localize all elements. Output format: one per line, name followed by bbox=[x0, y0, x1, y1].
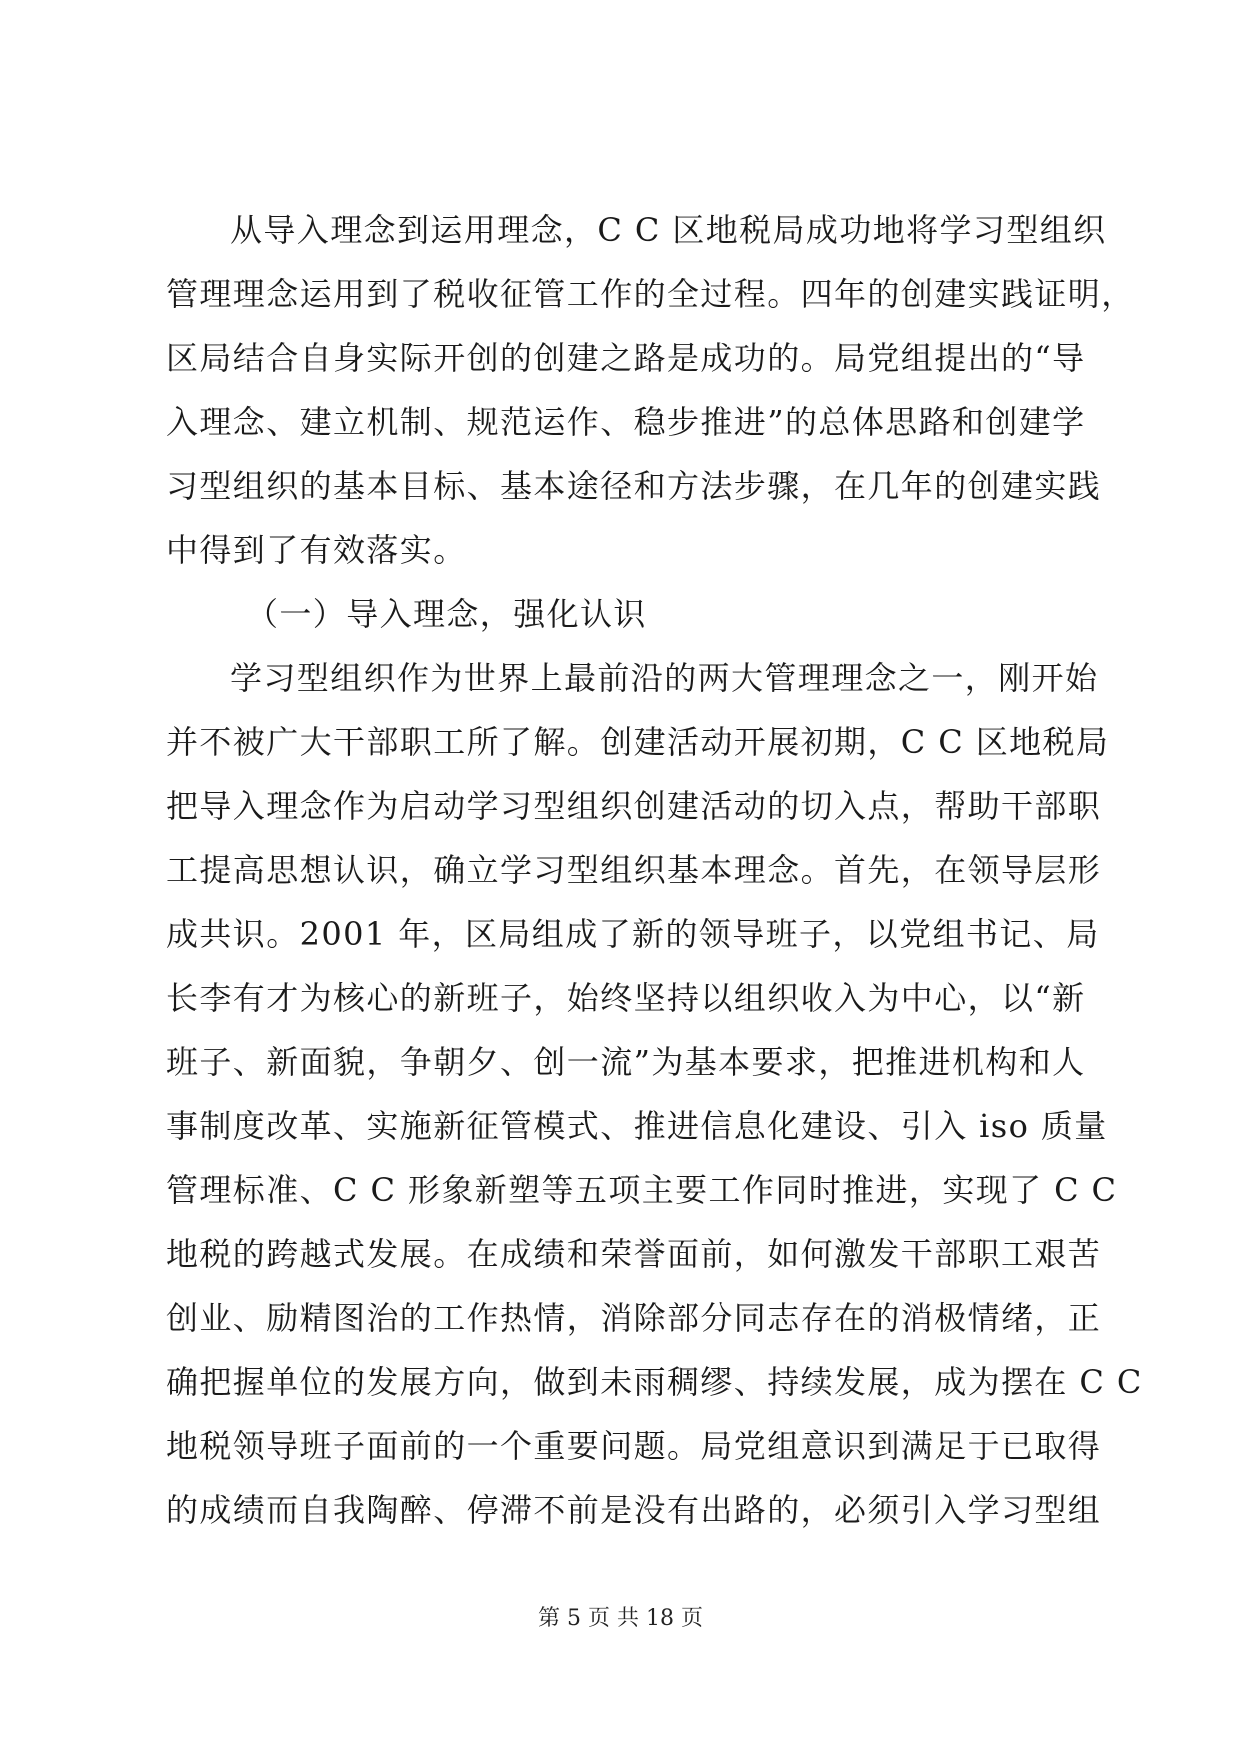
paragraph-line: 成共识。2001 年，区局组成了新的领导班子，以党组书记、局 bbox=[166, 915, 1100, 953]
paragraph-line: 工提高思想认识，确立学习型组织基本理念。首先，在领导层形 bbox=[166, 851, 1102, 889]
section-heading: （一）导入理念，强化认识 bbox=[246, 595, 647, 633]
paragraph-line: 从导入理念到运用理念，C C 区地税局成功地将学习型组织 bbox=[230, 211, 1107, 249]
paragraph-line: 中得到了有效落实。 bbox=[166, 531, 467, 569]
paragraph-line: 入理念、建立机制、规范运作、稳步推进”的总体思路和创建学 bbox=[166, 403, 1086, 441]
page-number-footer: 第 5 页 共 18 页 bbox=[538, 1606, 703, 1631]
paragraph-line: 的成绩而自我陶醉、停滞不前是没有出路的，必须引入学习型组 bbox=[166, 1491, 1102, 1529]
paragraph-line: 并不被广大干部职工所了解。创建活动开展初期，C C 区地税局 bbox=[166, 723, 1110, 761]
paragraph-line: 管理标准、C C 形象新塑等五项主要工作同时推进，实现了 C C bbox=[166, 1171, 1118, 1209]
document-body bbox=[166, 198, 1143, 1542]
paragraph-line: 学习型组织作为世界上最前沿的两大管理理念之一，刚开始 bbox=[230, 659, 1099, 697]
paragraph-line: 习型组织的基本目标、基本途径和方法步骤，在几年的创建实践 bbox=[166, 467, 1102, 505]
paragraph-line: 创业、励精图治的工作热情，消除部分同志存在的消极情绪，正 bbox=[166, 1299, 1102, 1337]
paragraph-line: 长李有才为核心的新班子，始终坚持以组织收入为中心，以“新 bbox=[166, 979, 1086, 1017]
paragraph-line: 确把握单位的发展方向，做到未雨稠缪、持续发展，成为摆在 C C bbox=[166, 1363, 1143, 1401]
paragraph-line: 事制度改革、实施新征管模式、推进信息化建设、引入 iso 质量 bbox=[166, 1107, 1108, 1145]
paragraph-line: 区局结合自身实际开创的创建之路是成功的。局党组提出的“导 bbox=[166, 339, 1086, 377]
paragraph-line: 地税的跨越式发展。在成绩和荣誉面前，如何激发干部职工艰苦 bbox=[166, 1235, 1102, 1273]
paragraph-line: 把导入理念作为启动学习型组织创建活动的切入点，帮助干部职 bbox=[166, 787, 1102, 825]
paragraph-line: 地税领导班子面前的一个重要问题。局党组意识到满足于已取得 bbox=[166, 1427, 1102, 1465]
paragraph-line: 班子、新面貌，争朝夕、创一流”为基本要求，把推进机构和人 bbox=[166, 1043, 1086, 1081]
paragraph-line: 管理理念运用到了税收征管工作的全过程。四年的创建实践证明， bbox=[166, 275, 1135, 313]
